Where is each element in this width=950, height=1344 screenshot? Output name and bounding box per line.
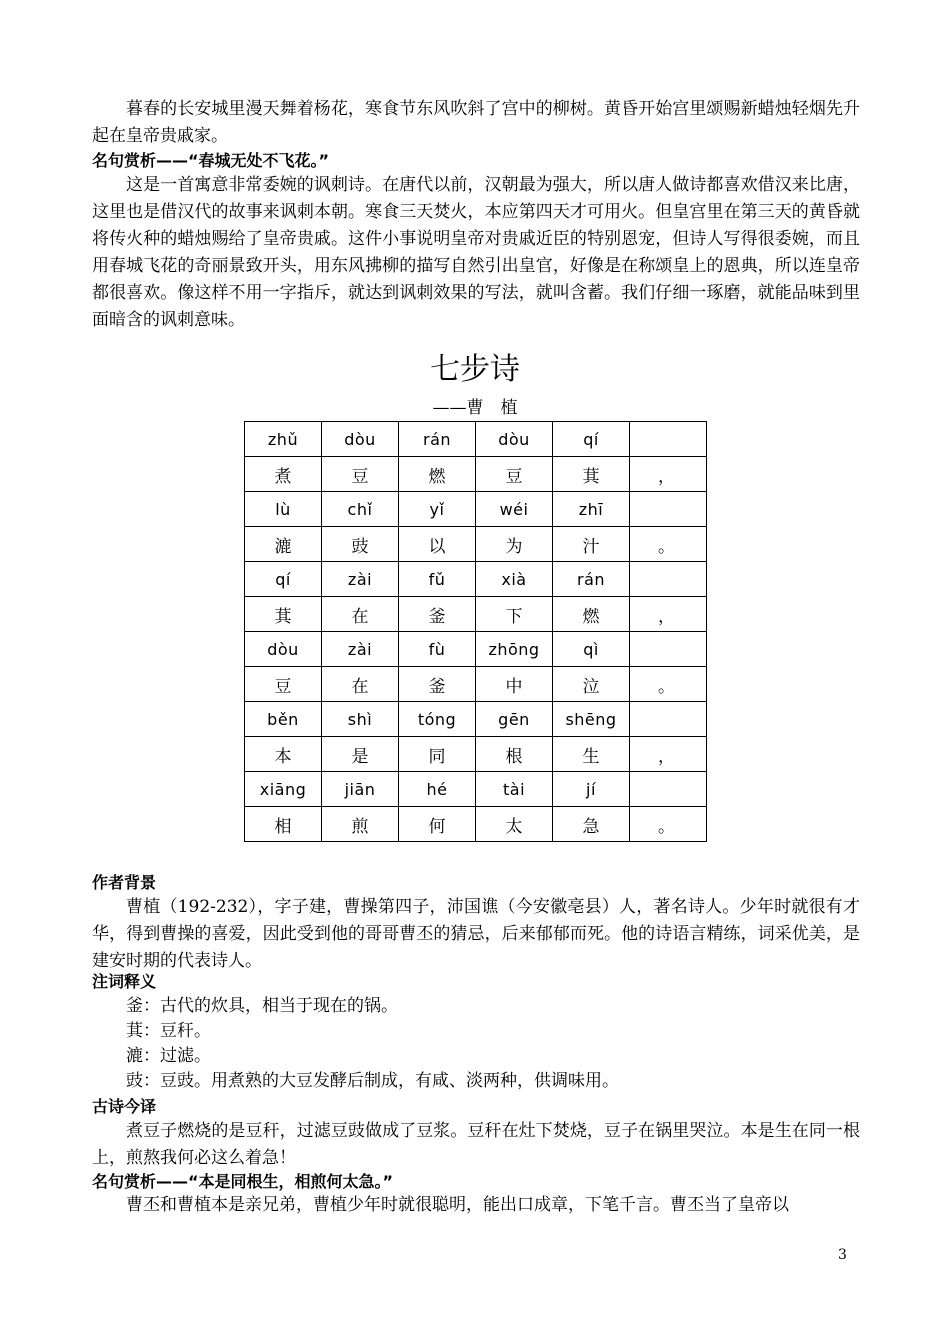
intro-translation-end: 暮春的长安城里漫天舞着杨花，寒食节东风吹斜了宫中的柳树。黄昏开始宫里颂赐新蜡烛轻烟先升起在皇帝贵戚家。 <box>92 99 860 146</box>
character-cell: 萁 <box>245 597 322 632</box>
empty-cell <box>630 632 707 667</box>
pinyin-cell: wéi <box>476 492 553 527</box>
character-cell: 萁 <box>553 457 630 492</box>
pinyin-cell: zhōng <box>476 632 553 667</box>
pinyin-cell: zài <box>322 632 399 667</box>
character-cell: 是 <box>322 737 399 772</box>
character-cell: 相 <box>245 807 322 842</box>
analysis-heading: 名句赏析——“春城无处不飞花。” <box>92 151 330 170</box>
pinyin-row <box>245 772 707 807</box>
pinyin-cell: xiāng <box>245 772 322 807</box>
background-text: 曹植（192-232），字子建，曹操第四子，沛国谯（今安徽亳县）人，著名诗人。少年时就很有才华，得到曹操的喜爱，因此受到他的哥哥曹丕的猜忌，后来郁郁而死。他的诗语言精练，词采优美，是建安时期的代表诗人。 <box>92 897 860 971</box>
punctuation-cell: ， <box>630 457 707 492</box>
famous-line-text: 曹丕和曹植本是亲兄弟，曹植少年时就很聪明，能出口成章，下笔千言。曹丕当了皇帝以 <box>126 1195 789 1215</box>
poem-table <box>244 421 707 842</box>
character-cell: 釜 <box>399 597 476 632</box>
punctuation-cell: ， <box>630 737 707 772</box>
character-row <box>245 737 707 772</box>
pinyin-cell: zài <box>322 562 399 597</box>
character-row <box>245 667 707 702</box>
pinyin-row <box>245 702 707 737</box>
character-row <box>245 527 707 562</box>
character-cell: 煎 <box>322 807 399 842</box>
pinyin-cell: rán <box>553 562 630 597</box>
pinyin-cell: tóng <box>399 702 476 737</box>
character-cell: 何 <box>399 807 476 842</box>
empty-cell <box>630 702 707 737</box>
character-cell: 燃 <box>553 597 630 632</box>
pinyin-cell: rán <box>399 422 476 457</box>
pinyin-cell: hé <box>399 772 476 807</box>
pinyin-cell: qí <box>245 562 322 597</box>
pinyin-cell: shì <box>322 702 399 737</box>
pinyin-cell: dòu <box>245 632 322 667</box>
empty-cell <box>630 562 707 597</box>
character-cell: 太 <box>476 807 553 842</box>
pinyin-cell: yǐ <box>399 492 476 527</box>
pinyin-cell: fù <box>399 632 476 667</box>
character-cell: 燃 <box>399 457 476 492</box>
character-cell: 根 <box>476 737 553 772</box>
character-cell: 在 <box>322 597 399 632</box>
empty-cell <box>630 772 707 807</box>
character-cell: 泣 <box>553 667 630 702</box>
notes-heading: 注词释义 <box>92 972 157 991</box>
note-item: 萁：豆秆。 <box>126 1021 211 1041</box>
pinyin-cell: dòu <box>476 422 553 457</box>
punctuation-cell: 。 <box>630 667 707 702</box>
famous-line-heading: 名句赏析——“本是同根生，相煎何太急。” <box>92 1172 394 1191</box>
character-cell: 以 <box>399 527 476 562</box>
pinyin-cell: qì <box>553 632 630 667</box>
empty-cell <box>630 422 707 457</box>
character-cell: 为 <box>476 527 553 562</box>
character-cell: 下 <box>476 597 553 632</box>
pinyin-cell: jí <box>553 772 630 807</box>
pinyin-cell: jiān <box>322 772 399 807</box>
character-cell: 急 <box>553 807 630 842</box>
pinyin-cell: zhī <box>553 492 630 527</box>
character-cell: 在 <box>322 667 399 702</box>
character-cell: 漉 <box>245 527 322 562</box>
empty-cell <box>630 492 707 527</box>
character-cell: 釜 <box>399 667 476 702</box>
pinyin-cell: dòu <box>322 422 399 457</box>
punctuation-cell: 。 <box>630 807 707 842</box>
pinyin-row <box>245 632 707 667</box>
character-cell: 中 <box>476 667 553 702</box>
pinyin-cell: lù <box>245 492 322 527</box>
note-item: 漉：过滤。 <box>126 1046 211 1066</box>
pinyin-cell: chǐ <box>322 492 399 527</box>
character-cell: 生 <box>553 737 630 772</box>
pinyin-cell: gēn <box>476 702 553 737</box>
pinyin-cell: tài <box>476 772 553 807</box>
character-row <box>245 597 707 632</box>
character-cell: 豆 <box>245 667 322 702</box>
character-row <box>245 807 707 842</box>
character-cell: 豆 <box>322 457 399 492</box>
pinyin-cell: xià <box>476 562 553 597</box>
character-cell: 豆 <box>476 457 553 492</box>
translation-text: 煮豆子燃烧的是豆秆，过滤豆豉做成了豆浆。豆秆在灶下焚烧，豆子在锅里哭泣。本是生在同一根上，煎熬我何必这么着急！ <box>92 1121 860 1168</box>
pinyin-row <box>245 562 707 597</box>
character-cell: 煮 <box>245 457 322 492</box>
character-cell: 同 <box>399 737 476 772</box>
pinyin-row <box>245 422 707 457</box>
poem-title: 七步诗 <box>430 352 520 387</box>
pinyin-cell: běn <box>245 702 322 737</box>
translation-heading: 古诗今译 <box>92 1097 157 1116</box>
character-cell: 本 <box>245 737 322 772</box>
character-row <box>245 457 707 492</box>
page-number: 3 <box>838 1247 847 1263</box>
analysis-text: 这是一首寓意非常委婉的讽刺诗。在唐代以前，汉朝最为强大，所以唐人做诗都喜欢借汉来比唐，这里也是借汉代的故事来讽刺本朝。寒食三天焚火，本应第四天才可用火。但皇宫里在第三天的黄昏就将传火种的蜡烛赐给了皇帝贵戚。这件小事说明皇帝对贵戚近臣的特别恩宠，但诗人写得很委婉，而且用春城飞花的奇丽景致开头，用东风拂柳的描写自然引出皇官，好像是在称颂皇上的恩典，所以连皇帝都很喜欢。像这样不用一字指斥，就达到讽刺效果的写法，就叫含蓄。我们仔细一琢磨，就能品味到里面暗含的讽刺意味。 <box>92 175 860 330</box>
character-cell: 汁 <box>553 527 630 562</box>
pinyin-cell: shēng <box>553 702 630 737</box>
character-cell: 豉 <box>322 527 399 562</box>
punctuation-cell: 。 <box>630 527 707 562</box>
poem-author: ——曹 植 <box>432 398 518 418</box>
background-heading: 作者背景 <box>92 873 157 892</box>
pinyin-cell: fǔ <box>399 562 476 597</box>
note-item: 釜：古代的炊具，相当于现在的锅。 <box>126 996 398 1016</box>
note-item: 豉：豆豉。用煮熟的大豆发酵后制成，有咸、淡两种，供调味用。 <box>126 1071 619 1091</box>
pinyin-row <box>245 492 707 527</box>
pinyin-cell: qí <box>553 422 630 457</box>
punctuation-cell: ， <box>630 597 707 632</box>
pinyin-cell: zhǔ <box>245 422 322 457</box>
